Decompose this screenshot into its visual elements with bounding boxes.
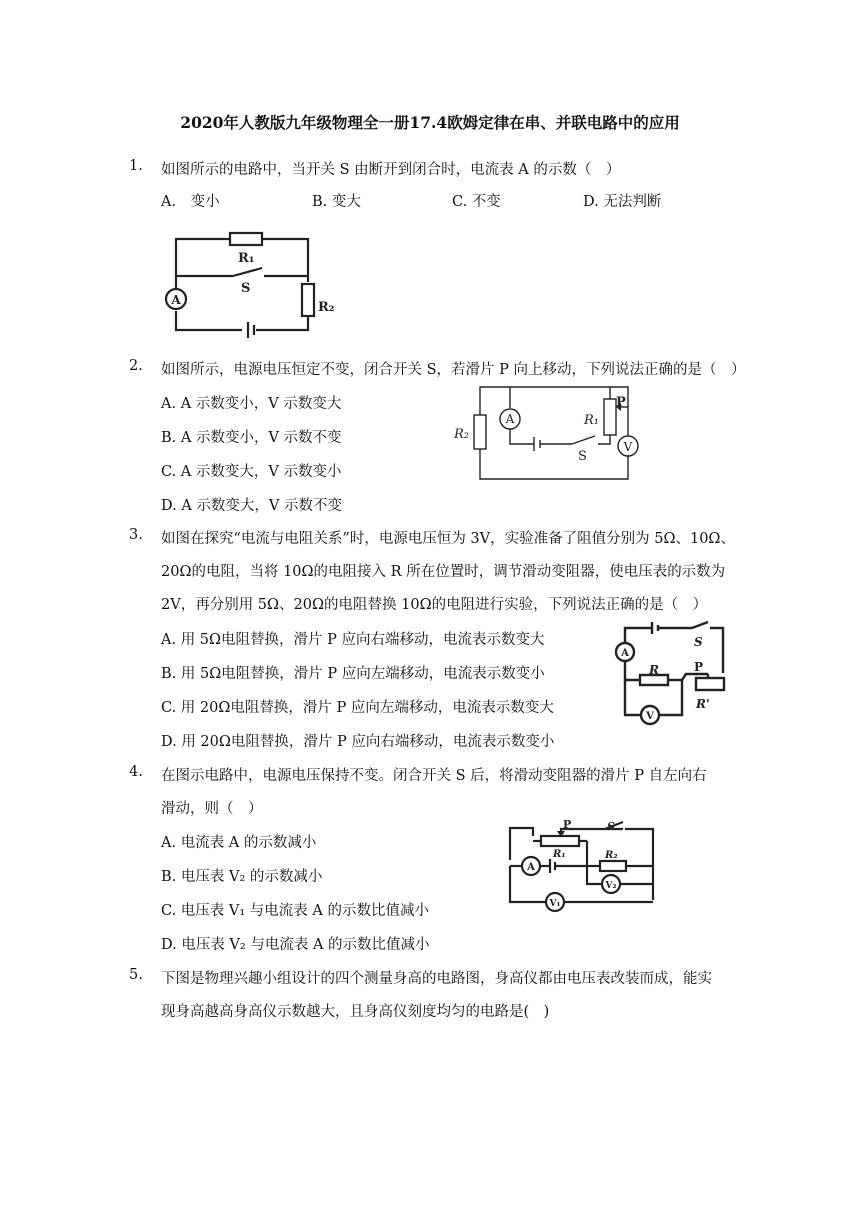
question-3-number: 3. (129, 527, 143, 543)
question-5-number: 5. (129, 967, 143, 983)
question-3-stem-line-2: 20Ω的电阻，当将 10Ω的电阻接入 R 所在位置时，调节滑动变阻器，使电压表的示数为 (161, 564, 726, 580)
resistor-r2-label: R₂ (318, 300, 335, 315)
question-4-stem-line-1: 在图示电路中，电源电压保持不变。闭合开关 S 后，将滑动变阻器的滑片 P 自左向右 (161, 768, 707, 784)
question-1-option-b: B. 变大 (312, 194, 361, 210)
question-2-number: 2. (129, 358, 143, 374)
question-1-stem: 如图所示的电路中，当开关 S 由断开到闭合时，电流表 A 的示数（ ） (161, 162, 621, 178)
question-5-stem-line-1: 下图是物理兴趣小组设计的四个测量身高的电路图，身高仪都由电压表改装而成，能实 (161, 971, 712, 987)
question-3-option-d: D. 用 20Ω电阻替换，滑片 P 应向右端移动，电流表示数变小 (161, 734, 555, 750)
question-1-circuit-diagram (158, 222, 348, 342)
ammeter-label: A (171, 293, 181, 307)
ammeter-label: A (505, 412, 515, 426)
question-4-option-d: D. 电压表 V₂ 与电流表 A 的示数比值减小 (161, 937, 430, 953)
rheostat-label: R' (696, 697, 710, 711)
resistor-r1-label: R₁ (584, 413, 599, 428)
voltmeter-label: V (623, 440, 633, 454)
question-4-option-b: B. 电压表 V₂ 的示数减小 (161, 869, 323, 885)
question-3-circuit-diagram (608, 618, 733, 728)
switch-label: S (241, 281, 251, 296)
question-2-option-d: D. A 示数变大，V 示数不变 (161, 498, 342, 514)
resistor-r1-label: R₁ (238, 251, 255, 266)
question-3-option-a: A. 用 5Ω电阻替换，滑片 P 应向右端移动，电流表示数变大 (161, 632, 545, 648)
ammeter-label: A (621, 648, 629, 659)
resistor-r2-label: R₂ (605, 850, 618, 861)
resistor-r1-label: R₁ (553, 849, 566, 860)
voltmeter-v1-label: V₁ (549, 899, 561, 909)
resistor-r2-label: R₂ (454, 427, 469, 442)
question-2-option-a: A. A 示数变小，V 示数变大 (161, 396, 342, 412)
switch-label: S (694, 635, 703, 649)
question-2-stem: 如图所示，电源电压恒定不变，闭合开关 S，若滑片 P 向上移动，下列说法正确的是（ ） (161, 362, 746, 378)
question-4-circuit-diagram (505, 820, 665, 915)
question-4-number: 4. (129, 764, 143, 780)
question-1-option-a: A. 变小 (161, 194, 220, 210)
question-3-stem-line-1: 如图在探究“电流与电阻关系”时，电源电压恒为 3V，实验准备了阻值分别为 5Ω、10Ω、 (161, 531, 735, 547)
slider-p-label: P (563, 820, 572, 831)
voltmeter-label: V (646, 711, 654, 722)
resistor-r-label: R (649, 663, 659, 677)
ammeter-label: A (527, 862, 535, 873)
question-3-option-b: B. 用 5Ω电阻替换，滑片 P 应向左端移动，电流表示数变小 (161, 666, 545, 682)
question-3-option-c: C. 用 20Ω电阻替换，滑片 P 应向左端移动，电流表示数变大 (161, 700, 554, 716)
question-2-circuit-diagram (450, 382, 650, 484)
question-3-stem-line-3: 2V，再分别用 5Ω、20Ω的电阻替换 10Ω的电阻进行实验，下列说法正确的是（ ） (161, 597, 708, 613)
question-1-option-c: C. 不变 (452, 194, 501, 210)
question-5-stem-line-2: 现身高越高身高仪示数越大，且身高仪刻度均匀的电路是( ) (161, 1004, 550, 1020)
question-4-stem-line-2: 滑动，则（ ） (161, 801, 263, 817)
slider-p-label: P (616, 395, 626, 410)
question-2-option-c: C. A 示数变大，V 示数变小 (161, 464, 342, 480)
question-1-option-d: D. 无法判断 (583, 194, 662, 210)
voltmeter-v2-label: V₂ (605, 881, 617, 891)
switch-label: S (578, 449, 587, 464)
question-1-number: 1. (129, 158, 143, 174)
slider-p-label: P (694, 660, 704, 674)
question-2-option-b: B. A 示数变小，V 示数不变 (161, 430, 342, 446)
question-4-option-a: A. 电流表 A 的示数减小 (161, 835, 317, 851)
switch-label: S (607, 820, 615, 833)
question-4-option-c: C. 电压表 V₁ 与电流表 A 的示数比值减小 (161, 903, 429, 919)
page-title: 2020年人教版九年级物理全一册17.4欧姆定律在串、并联电路中的应用 (180, 113, 680, 132)
